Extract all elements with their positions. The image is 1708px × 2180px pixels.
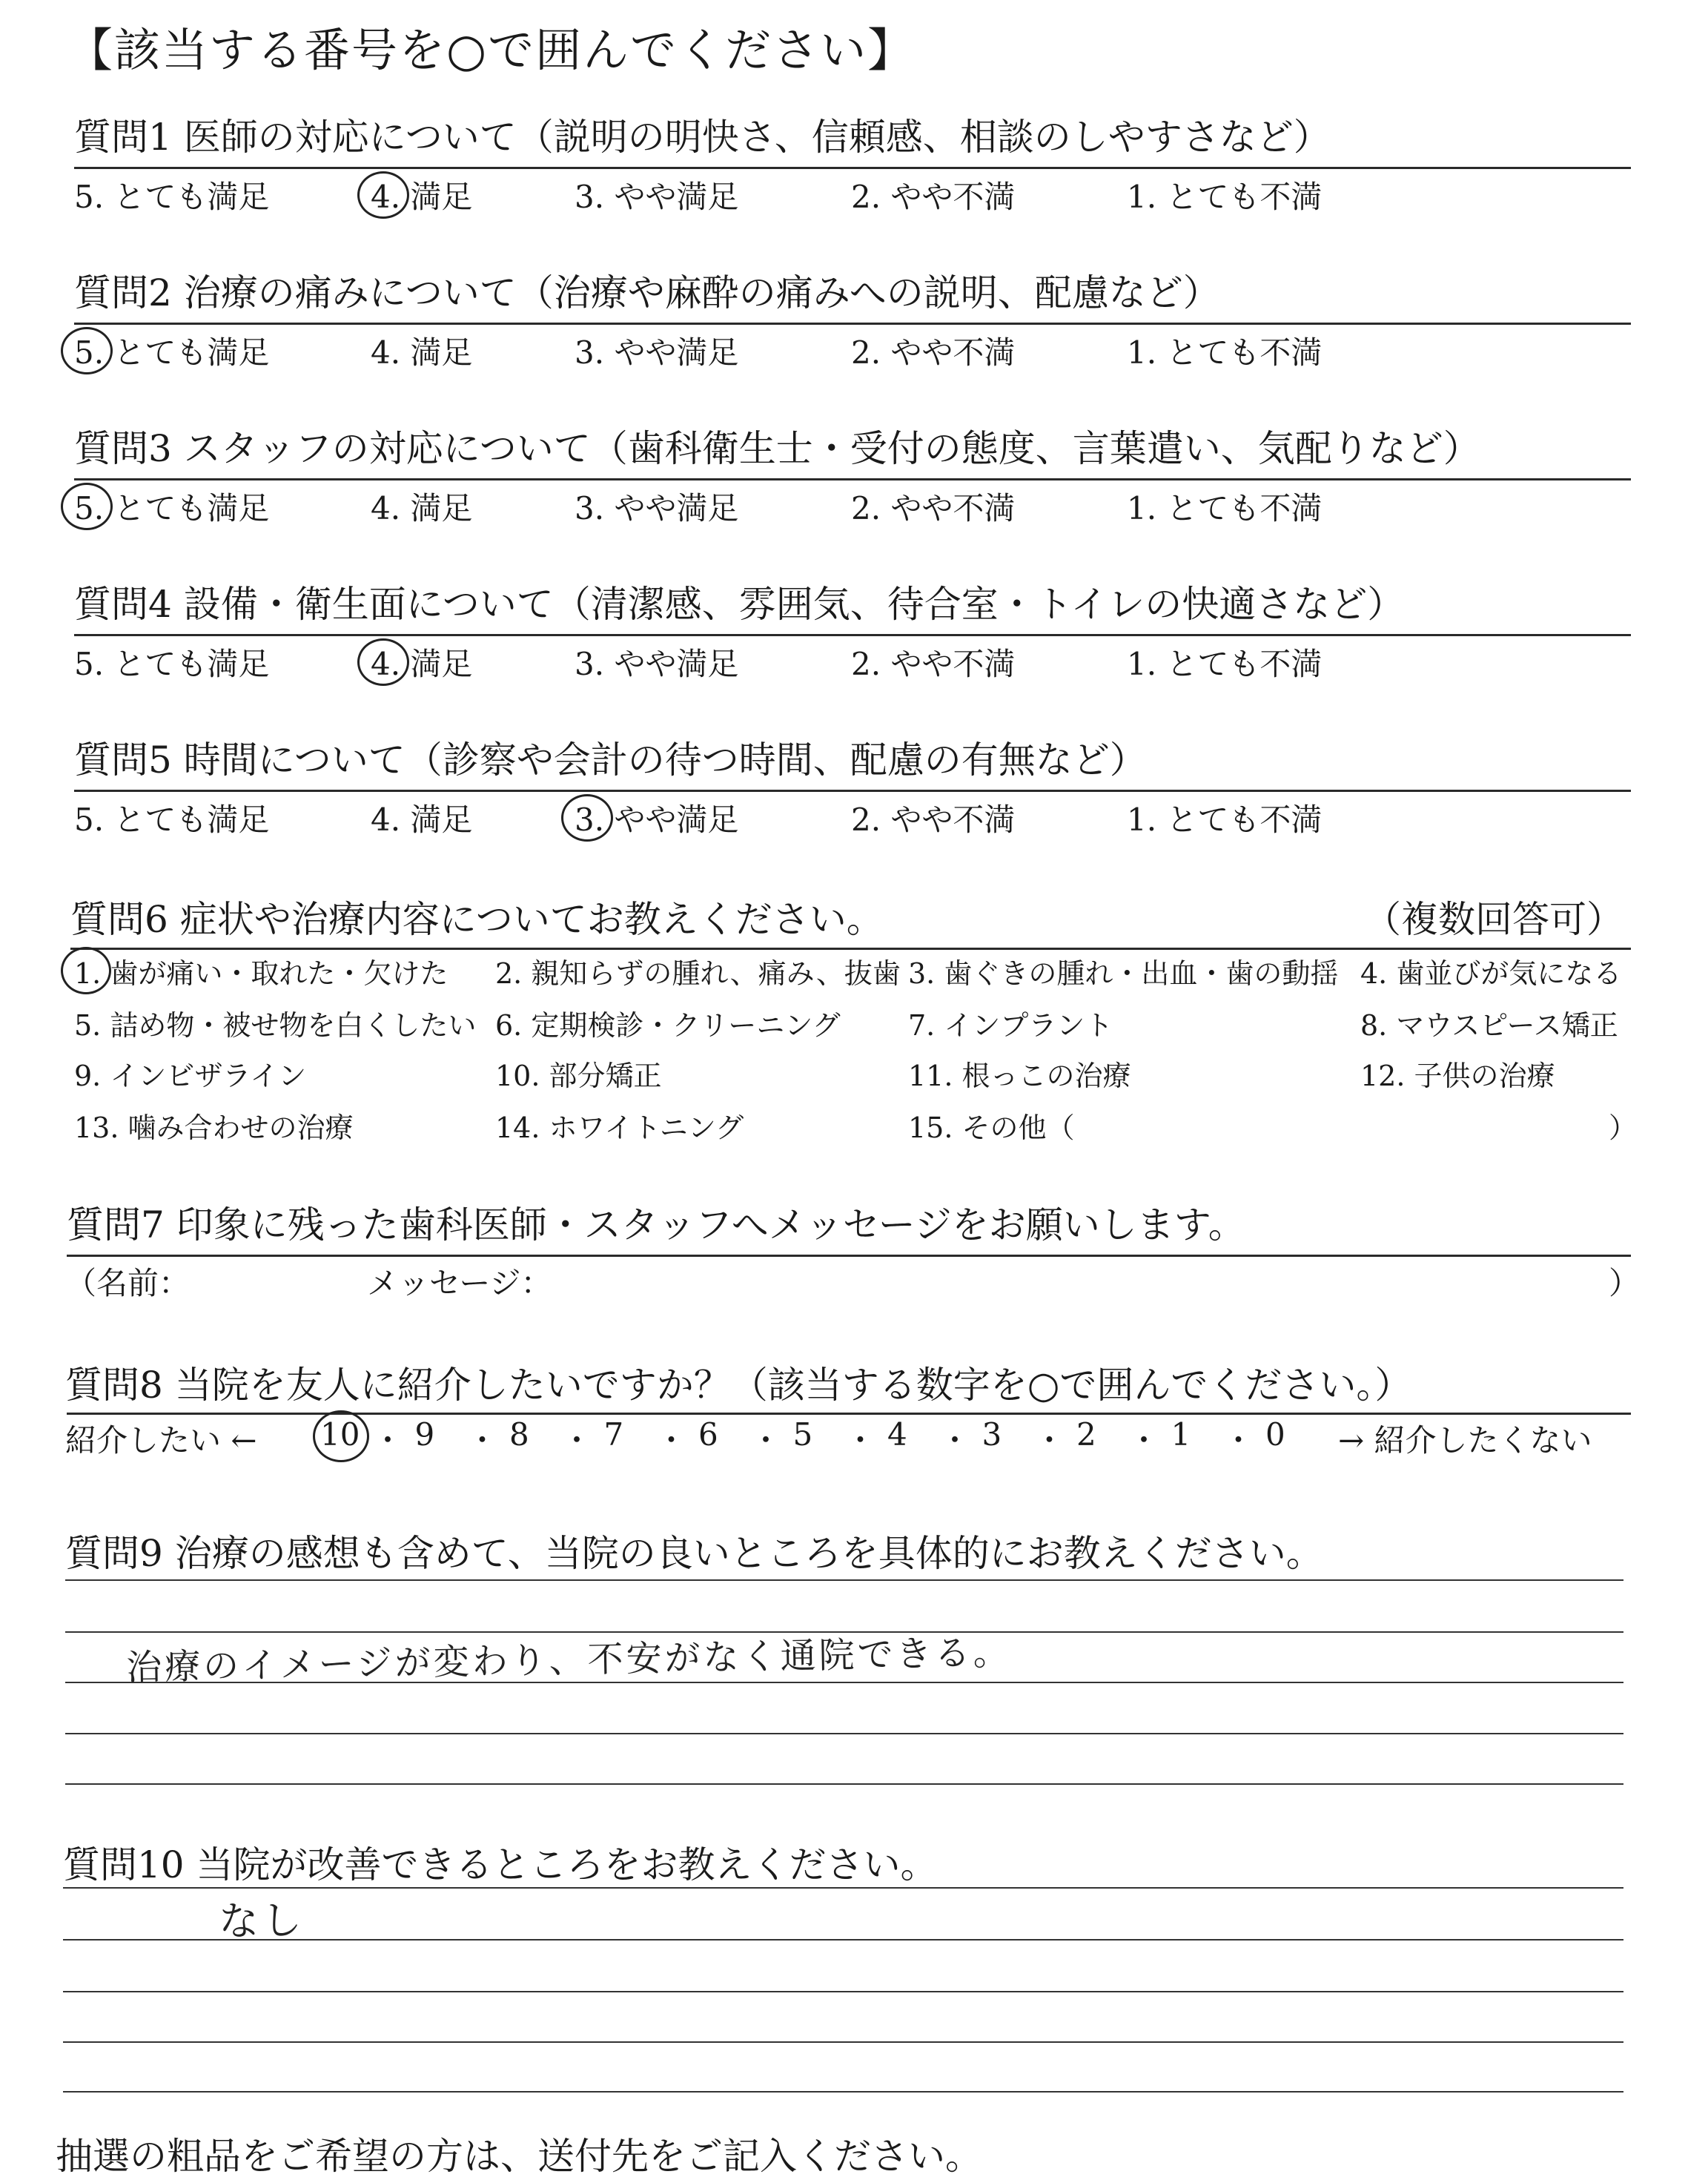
q5-choice-1[interactable]: 1. とても不満 xyxy=(1127,802,1323,838)
q3-choice-3[interactable]: 3. やや満足 xyxy=(575,490,739,526)
q8-separator-dot: ・ xyxy=(466,1422,498,1459)
q4-heading: 質問4 設備・衛生面について（清潔感、雰囲気、待合室・トイレの快適さなど） xyxy=(74,583,1405,626)
q6-option-2[interactable]: 2. 親知らずの腫れ、痛み、抜歯 xyxy=(495,957,901,990)
q6-option-1[interactable]: 1. 歯が痛い・取れた・欠けた xyxy=(74,957,448,990)
q8-separator-dot: ・ xyxy=(1033,1422,1065,1459)
q10-line-4 xyxy=(63,2041,1623,2043)
q1-rule xyxy=(74,167,1631,169)
q8-score-1[interactable]: 1 xyxy=(1171,1416,1191,1453)
q5-selection-circle xyxy=(561,794,613,842)
q5-choice-3[interactable]: 3. やや満足 xyxy=(575,802,739,838)
q1-choice-2[interactable]: 2. やや不満 xyxy=(851,179,1016,215)
page-title: 【該当する番号を○で囲んでください】 xyxy=(67,23,916,77)
q1-selection-circle xyxy=(357,171,409,219)
q8-selection-circle xyxy=(313,1410,369,1462)
q6-option-5[interactable]: 5. 詰め物・被せ物を白くしたい xyxy=(74,1009,477,1042)
q3-choice-1[interactable]: 1. とても不満 xyxy=(1127,490,1323,526)
q5-rule xyxy=(74,790,1631,792)
q8-separator-dot: ・ xyxy=(372,1422,404,1459)
q1-choice-3[interactable]: 3. やや満足 xyxy=(575,179,739,215)
q8-separator-dot: ・ xyxy=(939,1422,971,1459)
q8-score-5[interactable]: 5 xyxy=(792,1416,813,1453)
q6-option-14[interactable]: 14. ホワイトニング xyxy=(495,1112,744,1144)
q9-line-5 xyxy=(65,1783,1623,1785)
q4-choice-5[interactable]: 5. とても満足 xyxy=(74,646,270,682)
q9-handwritten-answer: 治療のイメージが変わり、不安がなく通院できる。 xyxy=(125,1631,1013,1689)
q4-choice-2[interactable]: 2. やや不満 xyxy=(851,646,1016,682)
q4-choice-4[interactable]: 4. 満足 xyxy=(371,646,473,682)
q6-rule xyxy=(70,948,1631,950)
q8-score-10[interactable]: 10 xyxy=(320,1416,360,1453)
q10-handwritten-answer: なし xyxy=(218,1896,305,1946)
q8-separator-dot: ・ xyxy=(750,1422,782,1459)
q6-option-9[interactable]: 9. インビザライン xyxy=(74,1060,307,1092)
q3-selection-circle xyxy=(61,483,113,530)
q6-option-4[interactable]: 4. 歯並びが気になる xyxy=(1360,957,1622,990)
q5-choice-4[interactable]: 4. 満足 xyxy=(371,802,473,838)
q8-score-2[interactable]: 2 xyxy=(1076,1416,1096,1453)
q7-heading: 質問7 印象に残った歯科医師・スタッフへメッセージをお願いします。 xyxy=(67,1203,1245,1246)
q6-option-other-close: ） xyxy=(1609,1112,1638,1144)
footer-note: 抽選の粗品をご希望の方は、送付先をご記入ください。 xyxy=(56,2135,982,2178)
q8-heading: 質問8 当院を友人に紹介したいですか？（該当する数字を○で囲んでください。） xyxy=(65,1364,1412,1407)
q9-heading: 質問9 治療の感想も含めて、当院の良いところを具体的にお教えください。 xyxy=(65,1532,1323,1575)
q4-rule xyxy=(74,634,1631,636)
q8-score-9[interactable]: 9 xyxy=(414,1416,435,1453)
q1-choice-4[interactable]: 4. 満足 xyxy=(371,179,473,215)
q8-score-8[interactable]: 8 xyxy=(509,1416,529,1453)
q4-choice-1[interactable]: 1. とても不満 xyxy=(1127,646,1323,682)
q1-heading: 質問1 医師の対応について（説明の明快さ、信頼感、相談のしやすさなど） xyxy=(74,116,1331,159)
q2-choice-1[interactable]: 1. とても不満 xyxy=(1127,334,1323,371)
q6-note: （複数回答可） xyxy=(1364,898,1623,941)
q8-left-label: 紹介したい ← xyxy=(65,1422,257,1459)
q8-score-0[interactable]: 0 xyxy=(1265,1416,1285,1453)
q10-heading: 質問10 当院が改善できるところをお教えください。 xyxy=(63,1843,938,1886)
q2-selection-circle xyxy=(61,327,113,374)
q7-rule xyxy=(67,1255,1631,1257)
q2-heading: 質問2 治療の痛みについて（治療や麻酔の痛みへの説明、配慮など） xyxy=(74,271,1220,314)
q6-option-7[interactable]: 7. インプラント xyxy=(908,1009,1113,1042)
q8-separator-dot: ・ xyxy=(655,1422,687,1459)
q8-separator-dot: ・ xyxy=(561,1422,593,1459)
q2-choice-4[interactable]: 4. 満足 xyxy=(371,334,473,371)
q6-option-6[interactable]: 6. 定期検診・クリーニング xyxy=(495,1009,841,1042)
q8-score-4[interactable]: 4 xyxy=(887,1416,907,1453)
q6-option-13[interactable]: 13. 噛み合わせの治療 xyxy=(74,1112,354,1144)
q6-option-12[interactable]: 12. 子供の治療 xyxy=(1360,1060,1555,1092)
q3-choice-5[interactable]: 5. とても満足 xyxy=(74,490,270,526)
q8-score-7[interactable]: 7 xyxy=(603,1416,624,1453)
q2-choice-3[interactable]: 3. やや満足 xyxy=(575,334,739,371)
q8-score-6[interactable]: 6 xyxy=(698,1416,718,1453)
q8-separator-dot: ・ xyxy=(844,1422,876,1459)
q7-close: ） xyxy=(1609,1265,1641,1301)
q5-choice-5[interactable]: 5. とても満足 xyxy=(74,802,270,838)
q5-choice-2[interactable]: 2. やや不満 xyxy=(851,802,1016,838)
q8-separator-dot: ・ xyxy=(1128,1422,1160,1459)
q2-choice-5[interactable]: 5. とても満足 xyxy=(74,334,270,371)
q3-heading: 質問3 スタッフの対応について（歯科衛生士・受付の態度、言葉遣い、気配りなど） xyxy=(74,427,1480,470)
q1-choice-1[interactable]: 1. とても不満 xyxy=(1127,179,1323,215)
q6-option-11[interactable]: 11. 根っこの治療 xyxy=(908,1060,1131,1092)
q3-rule xyxy=(74,478,1631,480)
q6-option-10[interactable]: 10. 部分矯正 xyxy=(495,1060,662,1092)
q9-line-1 xyxy=(65,1579,1623,1581)
q2-choice-2[interactable]: 2. やや不満 xyxy=(851,334,1016,371)
q2-rule xyxy=(74,323,1631,325)
q3-choice-4[interactable]: 4. 満足 xyxy=(371,490,473,526)
q6-heading: 質問6 症状や治療内容についてお教えください。 xyxy=(70,898,884,941)
q8-right-label: → 紹介したくない xyxy=(1338,1422,1592,1459)
q6-option-8[interactable]: 8. マウスピース矯正 xyxy=(1360,1009,1618,1042)
q4-choice-3[interactable]: 3. やや満足 xyxy=(575,646,739,682)
q6-option-3[interactable]: 3. 歯ぐきの腫れ・出血・歯の動揺 xyxy=(908,957,1339,990)
q8-rule xyxy=(67,1413,1631,1415)
q8-score-3[interactable]: 3 xyxy=(982,1416,1002,1453)
q6-selection-circle xyxy=(61,947,111,994)
q5-heading: 質問5 時間について（診察や会計の待つ時間、配慮の有無など） xyxy=(74,739,1147,782)
q6-option-15[interactable]: 15. その他（ xyxy=(908,1112,1075,1144)
q3-choice-2[interactable]: 2. やや不満 xyxy=(851,490,1016,526)
q10-line-3 xyxy=(63,1991,1623,1992)
q9-line-4 xyxy=(65,1733,1623,1734)
q7-name-label: （名前： xyxy=(65,1265,191,1301)
q1-choice-5[interactable]: 5. とても満足 xyxy=(74,179,270,215)
q10-line-5 xyxy=(63,2091,1623,2093)
q8-separator-dot: ・ xyxy=(1222,1422,1254,1459)
q4-selection-circle xyxy=(357,638,409,686)
q7-message-label: メッセージ： xyxy=(367,1265,552,1301)
